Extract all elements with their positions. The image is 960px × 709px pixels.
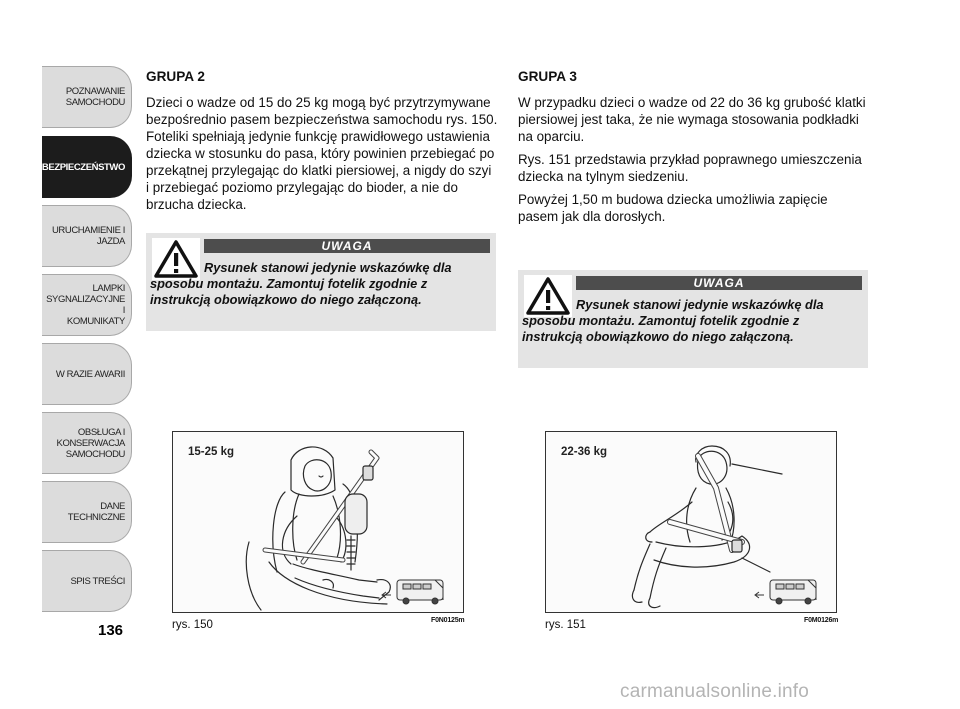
paragraph: Rys. 151 przedstawia przykład poprawnego umieszczenia dziecka na tylnym siedzeniu. <box>518 152 862 184</box>
van-icon <box>770 580 816 604</box>
arrow-left-icon <box>755 592 764 598</box>
paragraph: W przypadku dzieci o wadze od 22 do 36 kg grubość klatki piersiowej jest taka, że nie wymaga stosowania podkładki na oparciu. <box>518 95 866 144</box>
tab-lampki-sygnalizacyjne[interactable] <box>42 274 132 336</box>
tab-obsluga-i-konserwacja[interactable] <box>42 412 132 474</box>
figure-booster-seat <box>172 431 464 613</box>
paragraph: Dzieci o wadze od 15 do 25 kg mogą być przytrzymywane bezpośrednio pasem bezpieczeństwa samochodu rys. 150. Foteliki spełniają jedynie funkcję prawidłowego ustawienia dziecka w stosunku do pasa, który powinien przebiegać po przekątnej przylegając do klatki piersiowej, a nigdy do szyi i przebiegać poziomo przylegając do bioder, a nie do brzucha dziecka. <box>146 95 498 212</box>
figure-child-seatbelt <box>545 431 837 613</box>
figure-weight-label: 22-36 kg <box>561 446 608 458</box>
warning-text: Rysunek stanowi jedynie wskazówkę dla sposobu montażu. Zamontuj fotelik zgodnie z instrukcją obowiązkowo do niego załączoną. <box>522 297 824 344</box>
warning-box <box>146 233 496 331</box>
left-column <box>146 68 498 219</box>
booster-seat-illustration <box>173 432 464 613</box>
tab-dane-techniczne[interactable] <box>42 481 132 543</box>
tab-bezpieczenstwo[interactable] <box>42 136 132 198</box>
tab-label: SPIS TREŚCI <box>70 575 125 587</box>
section-heading: GRUPA 2 <box>146 69 205 84</box>
watermark[interactable]: carmanualsonline.info <box>620 681 810 702</box>
figure-caption: rys. 150 <box>172 619 213 631</box>
paragraph: Powyżej 1,50 m budowa dziecka umożliwia zapięcie pasem jak dla dorosłych. <box>518 192 828 224</box>
tab-label: BEZPIECZEŃSTWO <box>41 161 125 173</box>
section-heading: GRUPA 3 <box>518 69 577 84</box>
warning-box <box>518 270 868 368</box>
tab-label: DANE TECHNICZNE <box>67 501 125 523</box>
tab-label: POZNAWANIE SAMOCHODU <box>65 86 125 108</box>
child-seatbelt-illustration <box>546 432 837 613</box>
tab-label: URUCHAMIENIE I JAZDA <box>51 225 125 247</box>
tab-label: LAMPKI SYGNALIZACYJNE I KOMUNIKATY <box>46 283 125 327</box>
right-column <box>518 68 870 231</box>
tab-label: W RAZIE AWARII <box>55 368 125 380</box>
page-number: 136 <box>98 622 124 639</box>
warning-title: UWAGA <box>576 276 862 290</box>
tab-uruchamienie-i-jazda[interactable] <box>42 205 132 267</box>
warning-text: Rysunek stanowi jedynie wskazówkę dla sposobu montażu. Zamontuj fotelik zgodnie z instrukcją obowiązkowo do niego załączoną. <box>150 260 452 307</box>
tab-label: OBSŁUGA I KONSERWACJA SAMOCHODU <box>56 426 125 460</box>
tab-w-razie-awarii[interactable] <box>42 343 132 405</box>
chapter-tabs <box>42 66 132 618</box>
figure-code: F0N0125m <box>431 617 465 624</box>
figure-code: F0M0126m <box>804 617 839 624</box>
van-icon <box>397 580 443 604</box>
warning-title: UWAGA <box>204 239 490 253</box>
figure-caption: rys. 151 <box>545 619 586 631</box>
figure-weight-label: 15-25 kg <box>188 446 235 458</box>
tab-spis-tresci[interactable] <box>42 550 132 612</box>
tab-poznawanie-samochodu[interactable] <box>42 66 132 128</box>
